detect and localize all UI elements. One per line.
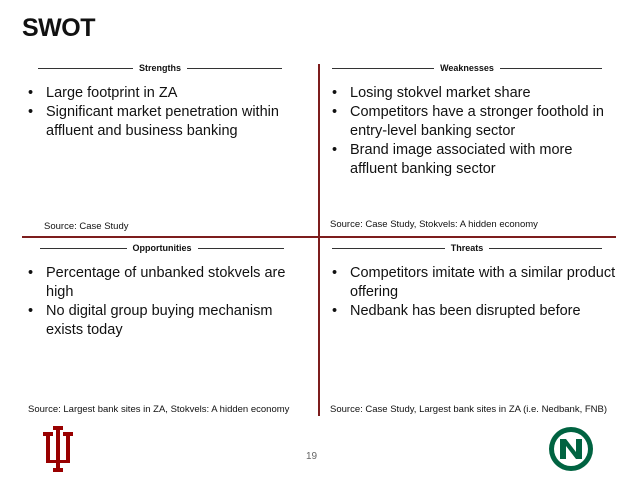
strengths-header bbox=[38, 61, 282, 75]
strengths-source: Source: Case Study bbox=[44, 221, 129, 232]
opportunities-list bbox=[26, 264, 306, 340]
weaknesses-label: Weaknesses bbox=[440, 63, 494, 73]
list-item: • Losing stokvel market share bbox=[330, 84, 620, 103]
iu-trident-logo bbox=[38, 426, 78, 472]
header-rule-left bbox=[332, 248, 445, 249]
list-item: • Competitors have a stronger foothold in entry-level banking sector bbox=[330, 103, 620, 141]
header-rule-left bbox=[38, 68, 133, 69]
header-rule-right bbox=[198, 248, 285, 249]
slide-title: SWOT bbox=[22, 14, 95, 42]
header-rule-left bbox=[40, 248, 127, 249]
strengths-label: Strengths bbox=[139, 63, 182, 73]
list-item: • Nedbank has been disrupted before bbox=[330, 302, 620, 321]
threats-header bbox=[332, 241, 602, 255]
weaknesses-header bbox=[332, 61, 602, 75]
header-rule-right bbox=[489, 248, 602, 249]
threats-label: Threats bbox=[450, 243, 484, 253]
horizontal-divider bbox=[22, 236, 616, 238]
header-rule-right bbox=[187, 68, 282, 69]
threats-source: Source: Case Study, Largest bank sites in ZA (i.e. Nedbank, FNB) bbox=[330, 404, 608, 415]
vertical-divider bbox=[318, 64, 320, 416]
header-rule-right bbox=[500, 68, 602, 69]
opportunities-source: Source: Largest bank sites in ZA, Stokvels: A hidden economy bbox=[28, 404, 290, 415]
strengths-list bbox=[26, 84, 296, 141]
weaknesses-list bbox=[330, 84, 620, 179]
weaknesses-source: Source: Case Study, Stokvels: A hidden economy bbox=[330, 219, 538, 230]
opportunities-header bbox=[40, 241, 284, 255]
page-number: 19 bbox=[306, 451, 318, 462]
nedbank-logo bbox=[548, 426, 594, 472]
list-item: • Large footprint in ZA bbox=[26, 84, 296, 103]
header-rule-left bbox=[332, 68, 434, 69]
list-item: • No digital group buying mechanism exists today bbox=[26, 302, 306, 340]
list-item: • Brand image associated with more affluent banking sector bbox=[330, 141, 620, 179]
list-item: • Percentage of unbanked stokvels are high bbox=[26, 264, 306, 302]
threats-list bbox=[330, 264, 620, 321]
opportunities-label: Opportunities bbox=[132, 243, 192, 253]
list-item: • Competitors imitate with a similar product offering bbox=[330, 264, 620, 302]
list-item: • Significant market penetration within affluent and business banking bbox=[26, 103, 296, 141]
